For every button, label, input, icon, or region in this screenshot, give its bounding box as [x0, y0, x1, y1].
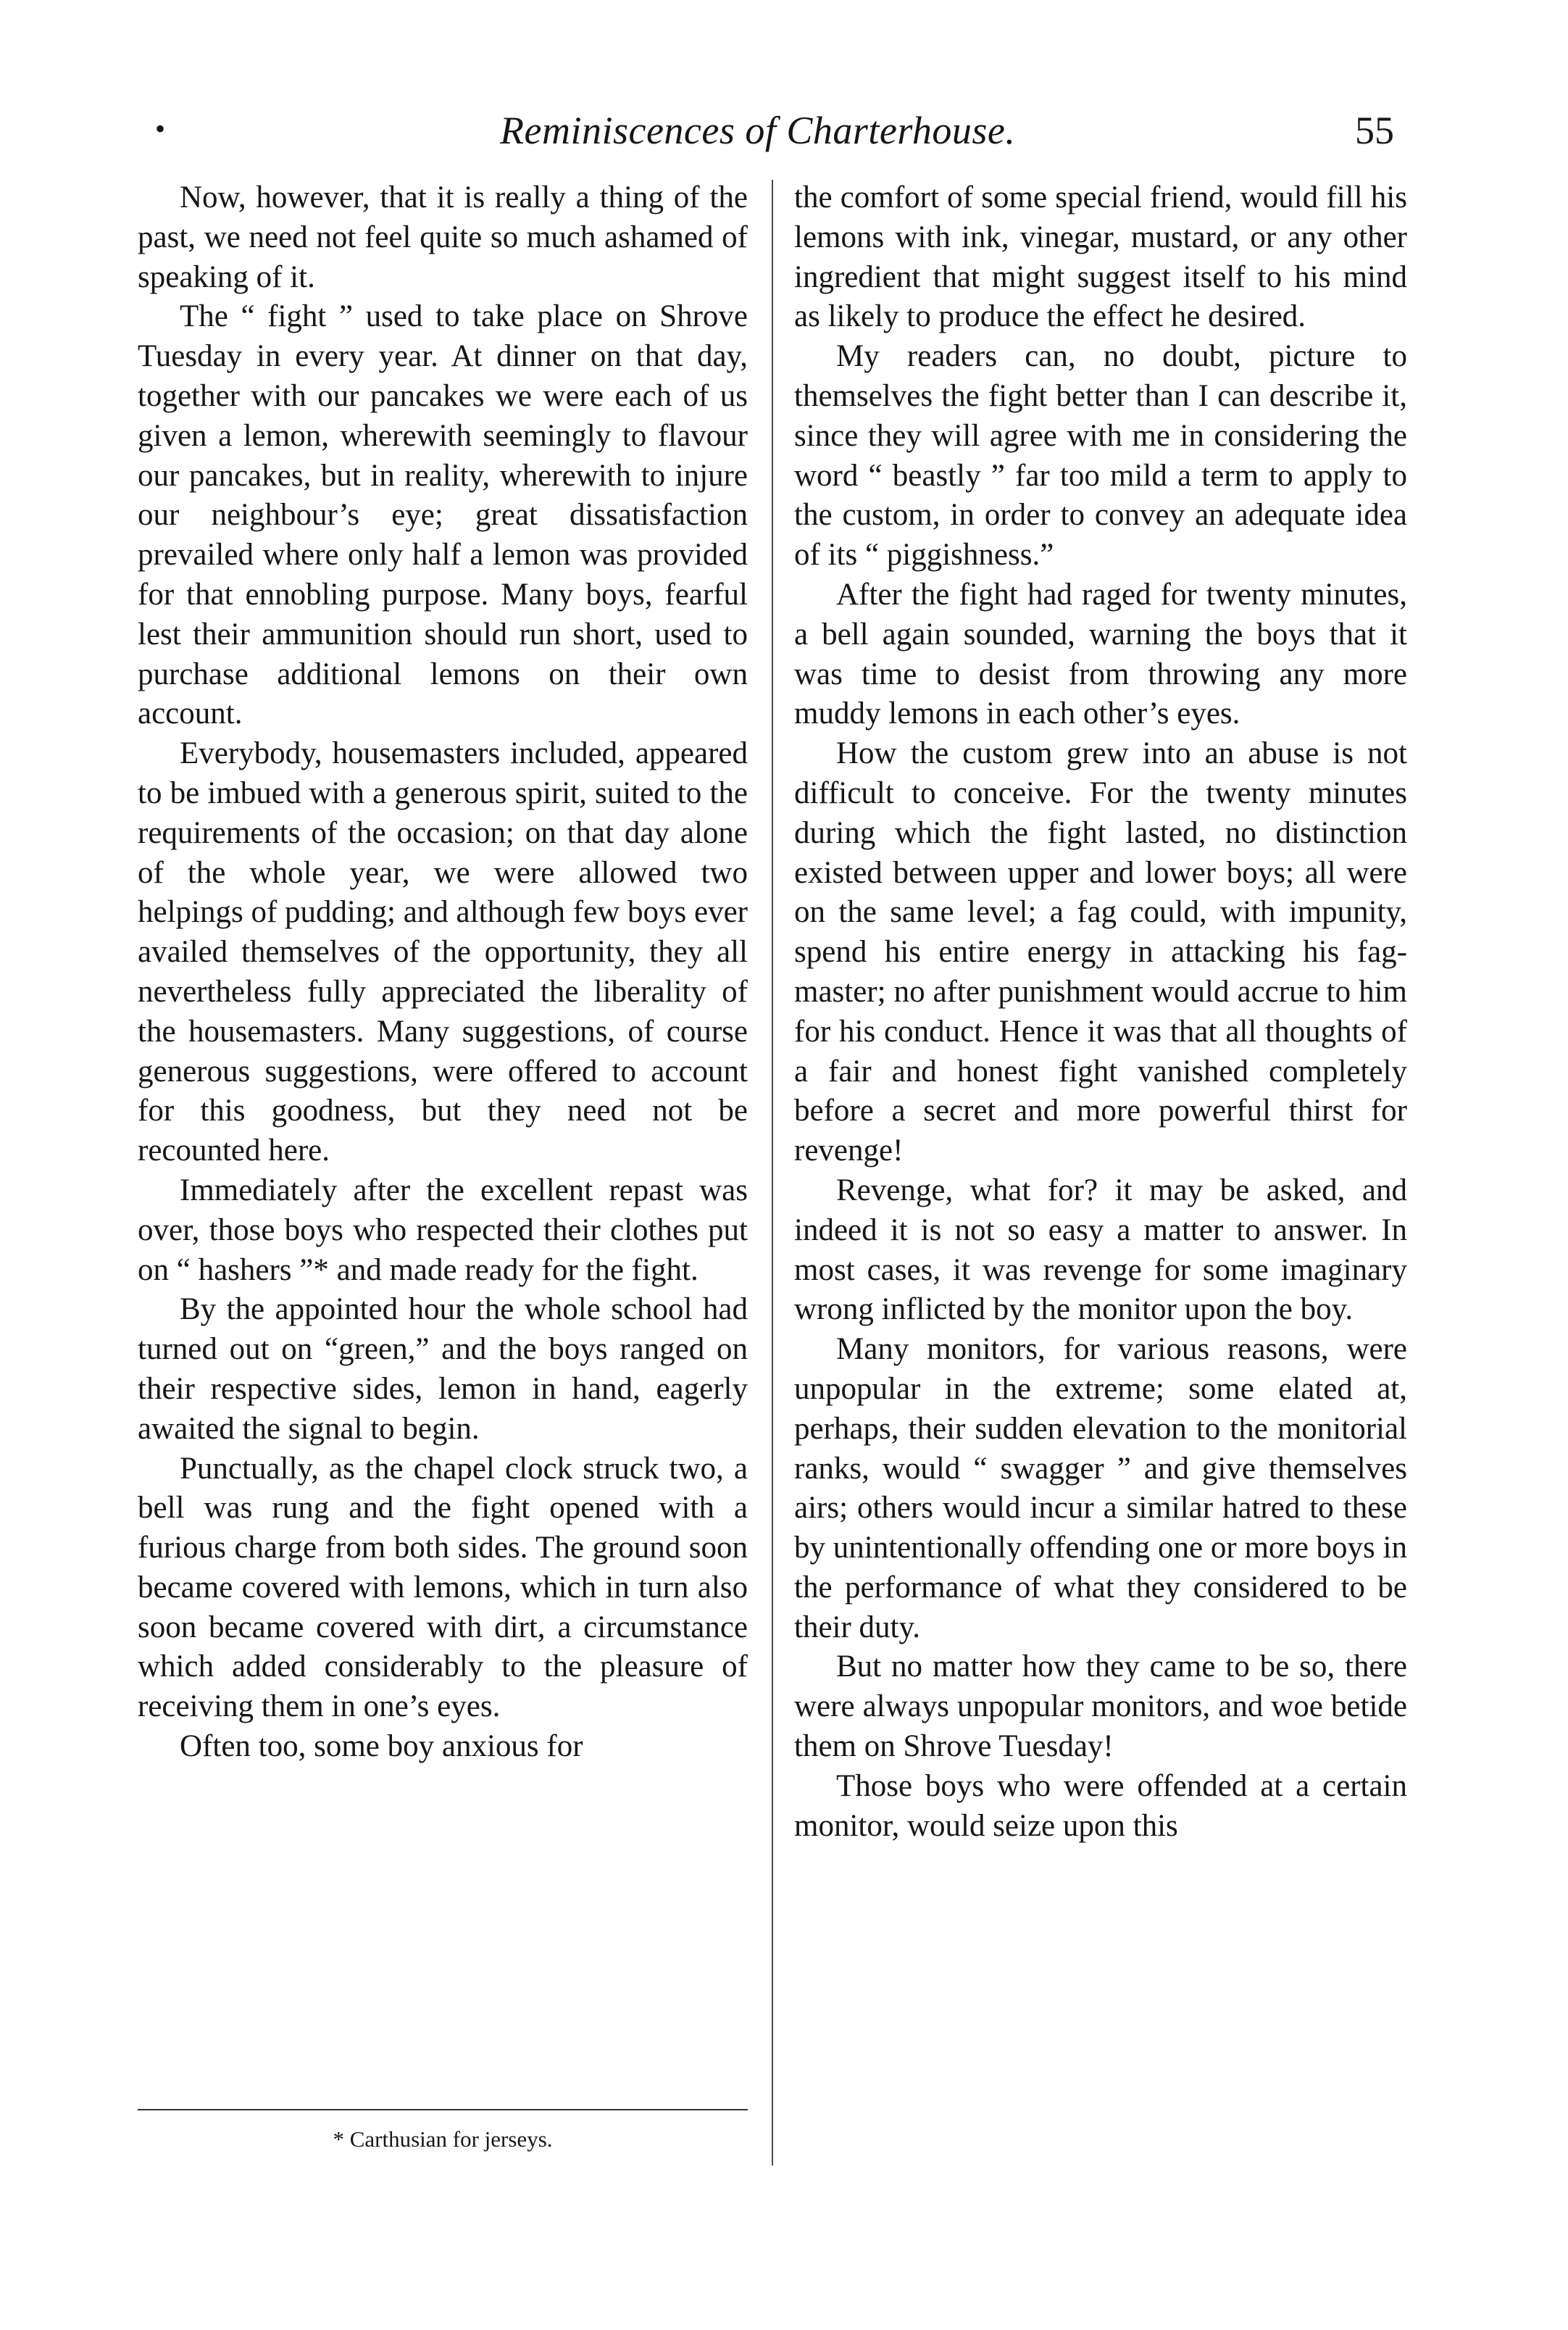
- header-bullet: •: [155, 112, 166, 145]
- paragraph: Punctually, as the chapel clock struck two, a bell was rung and the fight opened with a furious charge from both sides. The ground soon became covered with lemons, which in turn also soon became covered with dirt, a circumstance which added considerably to the pleasure of receiving them in one’s eyes.: [138, 1451, 748, 1724]
- paragraph: Revenge, what for? it may be asked, and indeed it is not so easy a matter to answer. In most cases, it was revenge for some imaginary wrong inflicted by the monitor upon the boy.: [794, 1173, 1407, 1327]
- paragraph: How the custom grew into an abuse is not difficult to conceive. For the twenty minutes during which the fight lasted, no distinction existed between upper and lower boys; all were on the same level; a fag could, with impunity, spend his entire energy in attacking his fag-master; no after punishment would accrue to him for his conduct. Hence it was that all thoughts of a fair and honest fight vanished completely before a secret and more powerful thirst for revenge!: [794, 736, 1407, 1168]
- paragraph: the comfort of some special friend, would fill his lemons with ink, vinegar, mustard, or any other ingredient that might suggest itself to his mind as likely to produce the effect he desired.: [794, 180, 1407, 334]
- footnote: * Carthusian for jerseys.: [333, 2126, 553, 2152]
- running-title: Reminiscences of Charterhouse.: [500, 109, 1016, 152]
- column-divider: [772, 180, 773, 2165]
- page-header: [0, 109, 1568, 167]
- paragraph: Often too, some boy anxious for: [180, 1729, 583, 1764]
- paragraph: Now, however, that it is really a thing of the past, we need not feel quite so much ashamed of speaking of it.: [138, 180, 748, 294]
- paragraph: Many monitors, for various reasons, were unpopular in the extreme; some elated at, perhaps, their sudden elevation to the monitorial ranks, would “ swagger ” and give themselves airs; others would incur a similar hatred to these by unintentionally offending one or more boys in the performance of what they considered to be their duty.: [794, 1332, 1407, 1644]
- paragraph: Everybody, housemasters included, appeared to be imbued with a generous spirit, suited to the requirements of the occasion; on that day alone of the whole year, we were allowed two helpings of pudding; and although few boys ever availed themselves of the opportunity, they all nevertheless fully appreciated the liberality of the housemasters. Many suggestions, of course generous suggestions, were offered to account for this goodness, but they need not be recounted here.: [138, 736, 748, 1168]
- paragraph: The “ fight ” used to take place on Shrove Tuesday in every year. At dinner on that day, together with our pancakes we were each of us given a lemon, wherewith seemingly to flavour our pancakes, but in reality, wherewith to injure our neighbour’s eye; great dissatisfaction prevailed where only half a lemon was provided for that ennobling purpose. Many boys, fearful lest their ammunition should run short, used to purchase additional lemons on their own account.: [138, 299, 748, 731]
- right-column: [794, 178, 1407, 1846]
- left-column: [138, 178, 748, 1767]
- paragraph: After the fight had raged for twenty minutes, a bell again sounded, warning the boys that it was time to desist from throwing any more muddy lemons in each other’s eyes.: [794, 577, 1407, 731]
- paragraph: But no matter how they came to be so, there were always unpopular monitors, and woe betide them on Shrove Tuesday!: [794, 1649, 1407, 1764]
- paragraph: Those boys who were offended at a certain monitor, would seize upon this: [794, 1768, 1407, 1843]
- paragraph: My readers can, no doubt, picture to themselves the fight better than I can describe it, since they will agree with me in considering the word “ beastly ” far too mild a term to apply to the custom, in order to convey an adequate idea of its “ piggishness.”: [794, 339, 1407, 573]
- paragraph: Immediately after the excellent repast was over, those boys who respected their clothes put on “ hashers ”* and made ready for the fight.: [138, 1173, 748, 1287]
- page-number: 55: [1355, 109, 1394, 152]
- paragraph: By the appointed hour the whole school had turned out on “green,” and the boys ranged on their respective sides, lemon in hand, eagerly awaited the signal to begin.: [138, 1292, 748, 1446]
- footnote-rule: [138, 2109, 748, 2110]
